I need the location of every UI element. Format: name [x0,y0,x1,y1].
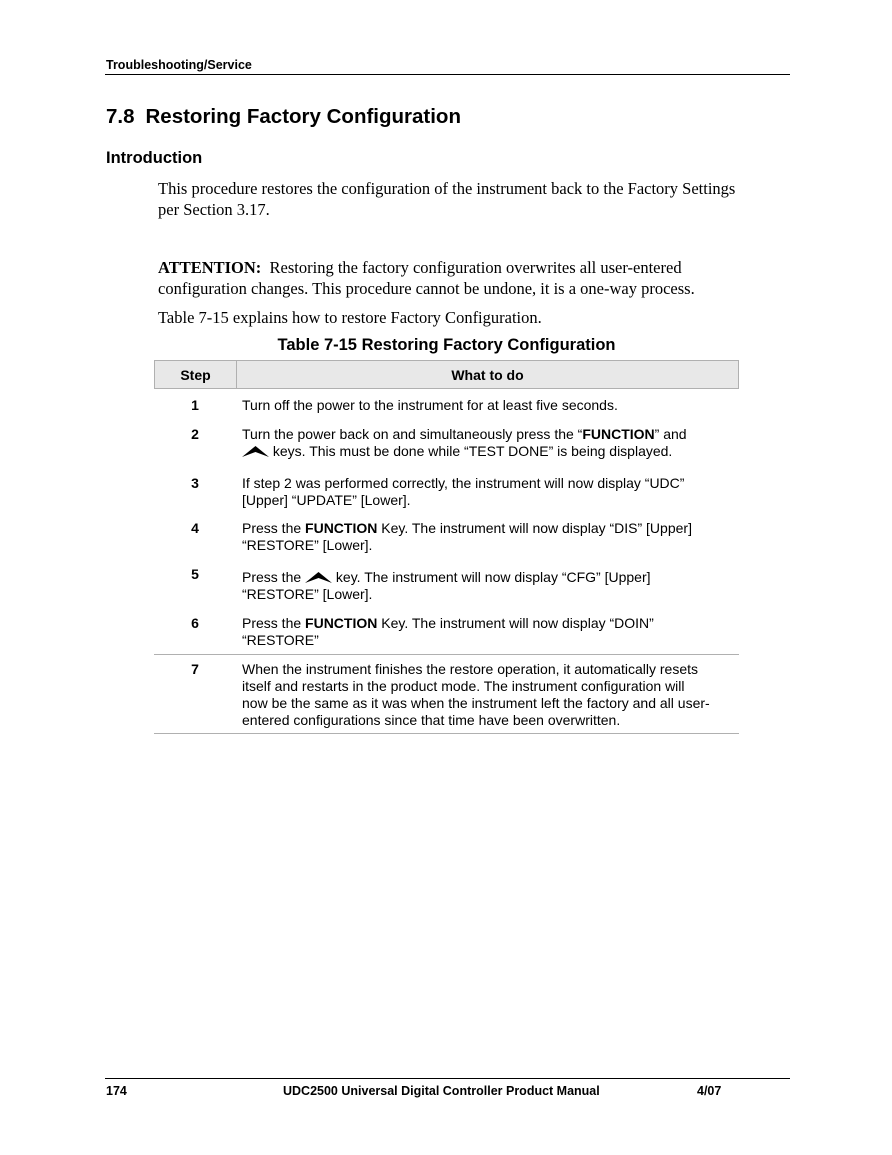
step-text [242,520,737,554]
step-text-line: ” and [654,426,687,442]
step-text-line: “RESTORE” [242,632,319,648]
attention-label: ATTENTION: [158,258,262,277]
function-key-label: FUNCTION [305,615,378,631]
step-text [242,569,737,603]
step-text [242,397,737,414]
step-text-line: entered configurations since that time have been overwritten. [242,712,621,728]
intro-line-1: This procedure restores the configuration of the instrument back to the Factory Settings [158,179,736,198]
section-heading [106,105,461,129]
step-text-line: Key. The instrument will now display “DOIN” [377,615,654,631]
step-text-line: “RESTORE” [Lower]. [242,537,373,553]
row-separator [154,654,739,655]
table-caption: Table 7-15 Restoring Factory Configuration [277,336,616,354]
step-text-line: Turn off the power to the instrument for at least five seconds. [242,397,618,413]
step-text-line: If step 2 was performed correctly, the instrument will now display “UDC” [242,475,685,491]
step-number: 3 [191,475,199,491]
restore-steps-table [154,360,739,728]
step-text-line: Press the [242,569,306,585]
manual-title: UDC2500 Universal Digital Controller Product Manual [283,1084,600,1098]
step-text-line: [Upper] “UPDATE” [Lower]. [242,492,411,508]
table-bottom-rule [154,733,739,734]
step-text-line: Turn the power back on and simultaneously press the “ [242,426,583,442]
step-number: 2 [191,426,199,442]
step-text-line: Key. The instrument will now display “DIS” [Upper] [377,520,692,536]
up-arrow-key-icon [305,571,332,584]
up-arrow-key-icon [242,445,269,458]
step-number: 4 [191,520,199,536]
footer-rule [105,1078,790,1079]
col-header-step: Step [155,361,237,388]
page-number: 174 [106,1084,127,1098]
step-text [242,615,737,649]
step-number: 6 [191,615,199,631]
step-text [242,661,737,729]
step-text-line: now be the same as it was when the instrument left the factory and all user- [242,695,710,711]
header-section-label: Troubleshooting/Service [106,58,252,72]
step-number: 1 [191,397,199,413]
step-text-line: When the instrument finishes the restore operation, it automatically resets [242,661,698,677]
step-text-line: key. The instrument will now display “CFG” [Upper] [332,569,651,585]
section-title: Restoring Factory Configuration [145,105,461,128]
col-header-what-to-do: What to do [451,366,524,383]
step-text-line: Press the [242,520,306,536]
function-key-label: FUNCTION [582,426,655,442]
attention-line-2: configuration changes. This procedure cannot be undone, it is a one-way process. [158,279,695,298]
step-text-line: keys. This must be done while “TEST DONE” is being displayed. [269,443,673,459]
function-key-label: FUNCTION [305,520,378,536]
header-rule [105,74,790,75]
subheading-introduction: Introduction [106,149,203,167]
intro-line-2: per Section 3.17. [158,200,270,219]
attention-paragraph [158,257,798,299]
step-text [242,426,737,460]
step-text-line: Press the [242,615,306,631]
step-number: 5 [191,566,199,582]
step-text-line: “RESTORE” [Lower]. [242,586,373,602]
step-text-line: itself and restarts in the product mode. The instrument configuration will [242,678,685,694]
table-header-row [154,360,739,389]
intro-paragraph [158,178,798,220]
step-text [242,475,737,509]
step-number: 7 [191,661,199,677]
attention-line-1: Restoring the factory configuration overwrites all user-entered [261,258,682,277]
section-number: 7.8 [106,105,135,128]
table-intro: Table 7-15 explains how to restore Factory Configuration. [158,308,542,327]
publication-date: 4/07 [697,1084,722,1098]
